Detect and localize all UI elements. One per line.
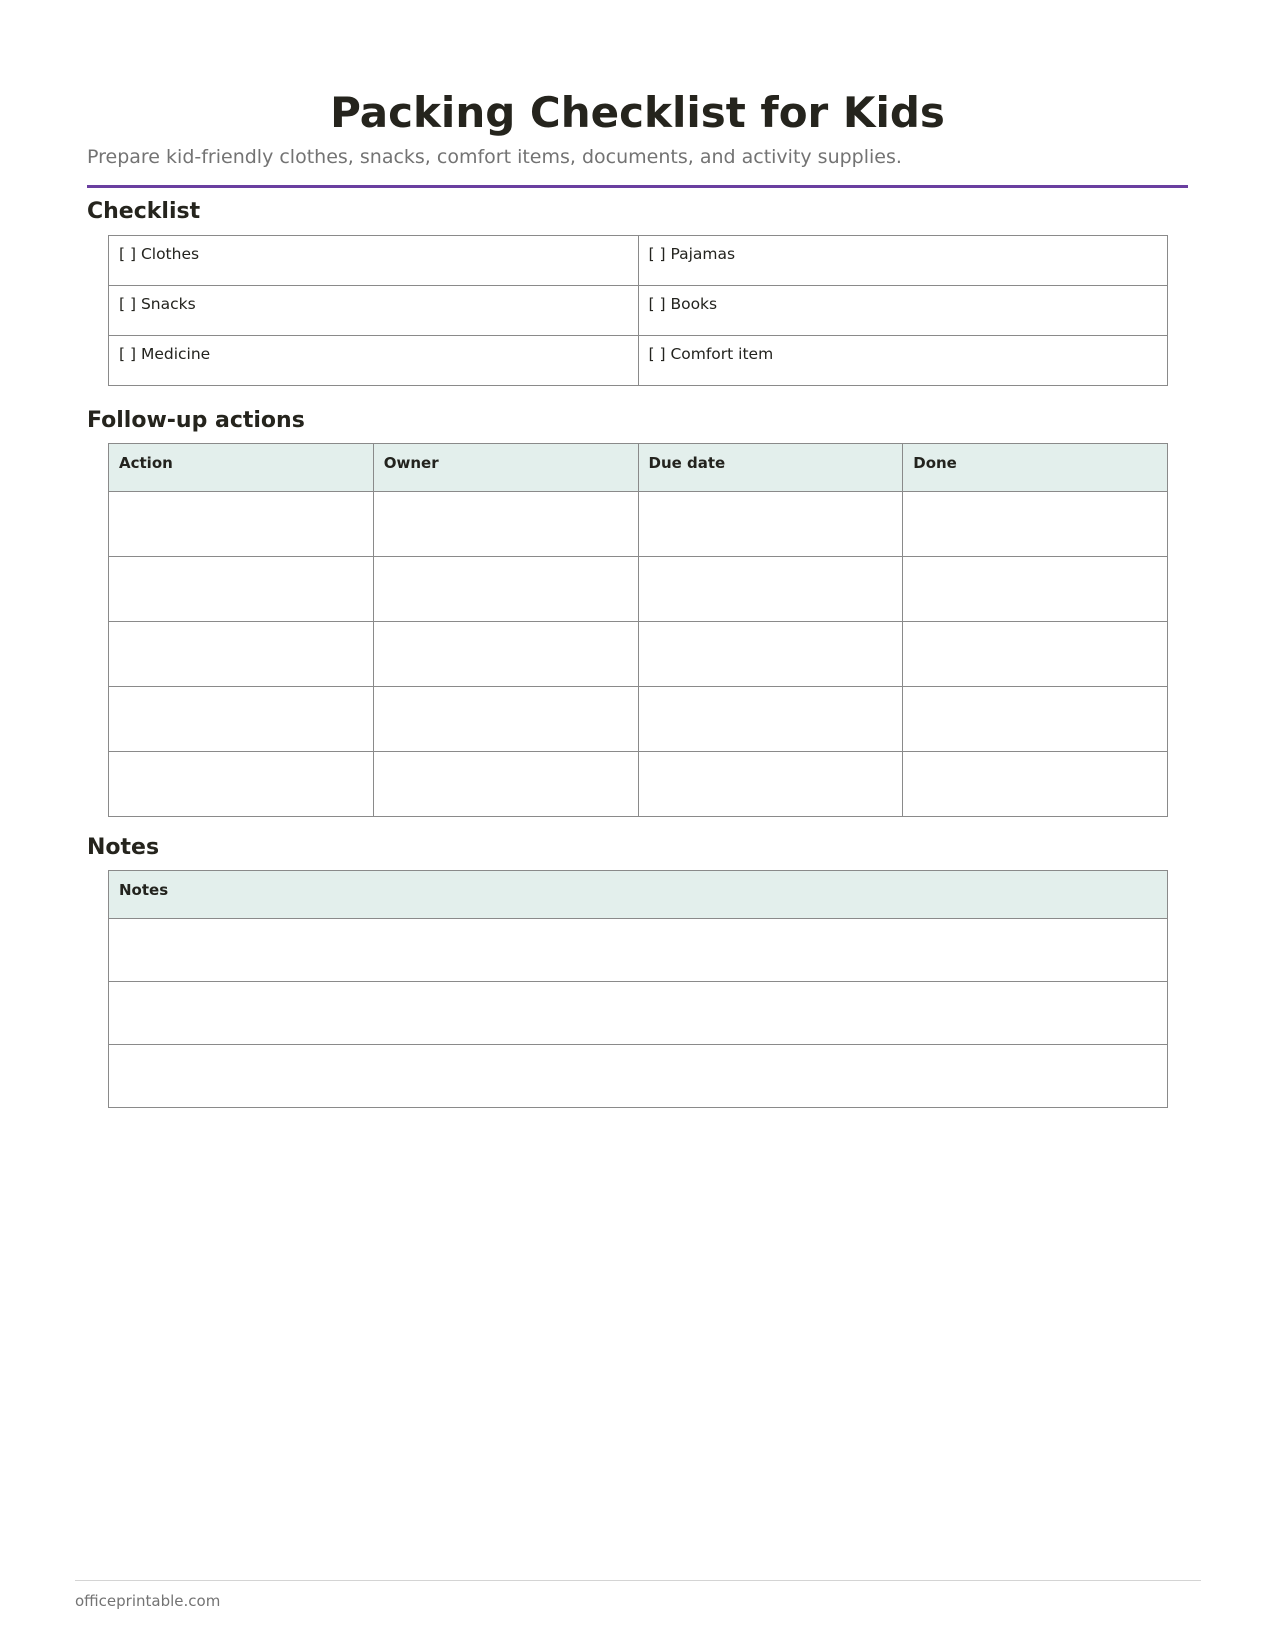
action-cell[interactable] — [109, 752, 374, 817]
owner-cell[interactable] — [373, 752, 638, 817]
owner-cell[interactable] — [373, 492, 638, 557]
done-cell[interactable] — [903, 622, 1168, 687]
due-date-cell[interactable] — [638, 622, 903, 687]
table-row — [109, 687, 1168, 752]
column-header-notes: Notes — [109, 871, 1168, 919]
action-cell[interactable] — [109, 622, 374, 687]
notes-table — [108, 870, 1168, 1108]
followup-header-row — [109, 444, 1168, 492]
done-cell[interactable] — [903, 752, 1168, 817]
checklist-item[interactable]: [ ] Clothes — [109, 236, 639, 286]
checklist-item[interactable]: [ ] Medicine — [109, 336, 639, 386]
followup-table — [108, 443, 1168, 817]
column-header-owner: Owner — [373, 444, 638, 492]
page-subtitle: Prepare kid-friendly clothes, snacks, comfort items, documents, and activity supplies. — [87, 146, 902, 168]
checklist-row — [109, 236, 1168, 286]
table-row — [109, 492, 1168, 557]
action-cell[interactable] — [109, 687, 374, 752]
column-header-due-date: Due date — [638, 444, 903, 492]
owner-cell[interactable] — [373, 622, 638, 687]
table-row — [109, 982, 1168, 1045]
done-cell[interactable] — [903, 687, 1168, 752]
due-date-cell[interactable] — [638, 687, 903, 752]
title-divider — [87, 185, 1188, 188]
followup-heading: Follow-up actions — [87, 408, 305, 433]
due-date-cell[interactable] — [638, 492, 903, 557]
column-header-action: Action — [109, 444, 374, 492]
owner-cell[interactable] — [373, 557, 638, 622]
table-row — [109, 752, 1168, 817]
notes-cell[interactable] — [109, 982, 1168, 1045]
footer-site: officeprintable.com — [75, 1592, 221, 1610]
table-row — [109, 622, 1168, 687]
column-header-done: Done — [903, 444, 1168, 492]
checklist-item[interactable]: [ ] Books — [638, 286, 1168, 336]
checklist-row — [109, 336, 1168, 386]
page-title: Packing Checklist for Kids — [330, 88, 945, 137]
checklist-item[interactable]: [ ] Comfort item — [638, 336, 1168, 386]
footer-divider — [75, 1580, 1201, 1581]
checklist-row — [109, 286, 1168, 336]
done-cell[interactable] — [903, 557, 1168, 622]
checklist-item[interactable]: [ ] Pajamas — [638, 236, 1168, 286]
action-cell[interactable] — [109, 492, 374, 557]
notes-heading: Notes — [87, 835, 160, 860]
notes-cell[interactable] — [109, 919, 1168, 982]
done-cell[interactable] — [903, 492, 1168, 557]
table-row — [109, 919, 1168, 982]
due-date-cell[interactable] — [638, 752, 903, 817]
checklist-item[interactable]: [ ] Snacks — [109, 286, 639, 336]
table-row — [109, 1045, 1168, 1108]
notes-cell[interactable] — [109, 1045, 1168, 1108]
due-date-cell[interactable] — [638, 557, 903, 622]
table-row — [109, 557, 1168, 622]
checklist-heading: Checklist — [87, 199, 201, 224]
action-cell[interactable] — [109, 557, 374, 622]
notes-header-row — [109, 871, 1168, 919]
owner-cell[interactable] — [373, 687, 638, 752]
checklist-table — [108, 235, 1168, 386]
